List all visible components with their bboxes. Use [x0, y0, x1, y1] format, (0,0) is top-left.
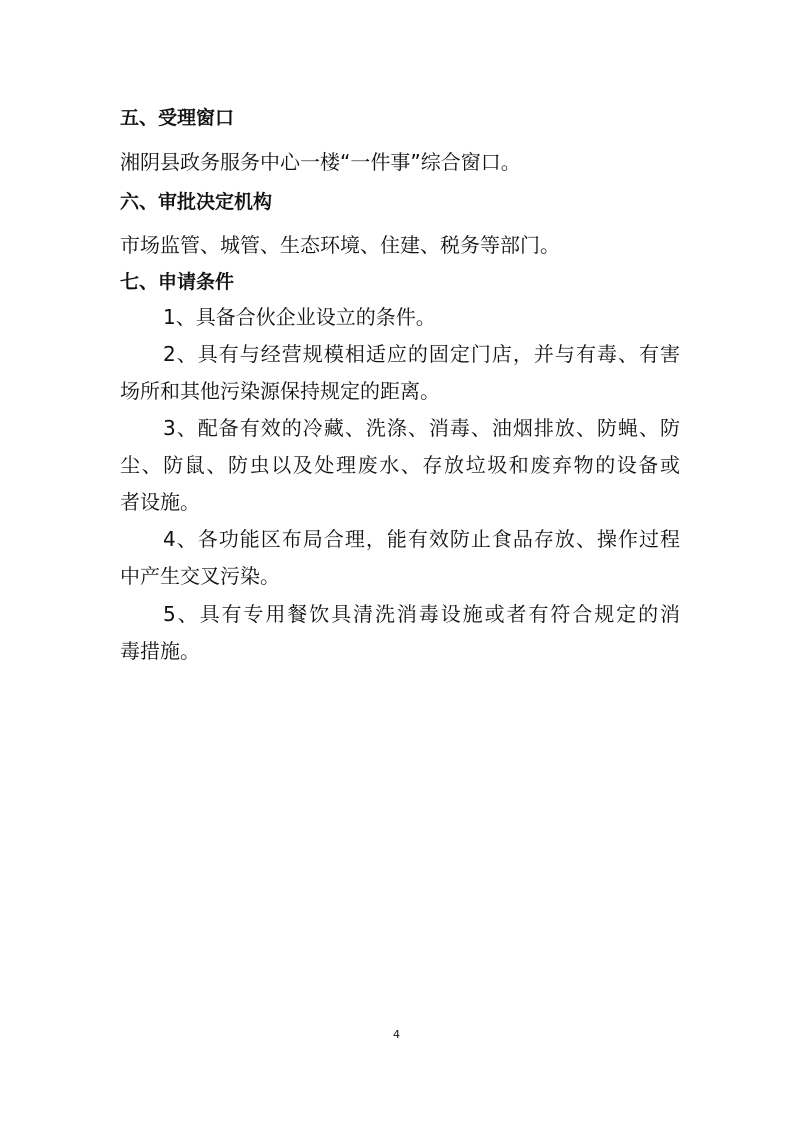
condition-5-line-2: 毒措施。	[120, 639, 200, 663]
condition-3-line-3: 者设施。	[120, 490, 200, 514]
condition-2-line-2: 场所和其他污染源保持规定的距离。	[120, 379, 440, 403]
section-6-heading: 六、审批决定机构	[120, 191, 273, 213]
condition-5-line-1: 5、具有专用餐饮具清洗消毒设施或者有符合规定的消	[163, 602, 680, 626]
section-5-heading: 五、受理窗口	[120, 107, 235, 129]
condition-2-line-1: 2、具有与经营规模相适应的固定门店，并与有毒、有害	[163, 342, 680, 366]
section-7-heading: 七、申请条件	[120, 271, 235, 293]
page-number: 4	[393, 1028, 400, 1041]
condition-4-line-2: 中产生交叉污染。	[120, 564, 280, 588]
condition-3-line-2: 尘、防鼠、防虫以及处理废水、存放垃圾和废弃物的设备或	[120, 453, 680, 477]
condition-1-line-1: 1、具备合伙企业设立的条件。	[163, 305, 436, 329]
condition-3-line-1: 3、配备有效的冷藏、洗涤、消毒、油烟排放、防蝇、防	[163, 416, 680, 440]
section-6-body: 市场监管、城管、生态环境、住建、税务等部门。	[120, 233, 560, 257]
section-5-body: 湘阴县政务服务中心一楼“一件事”综合窗口。	[120, 150, 521, 174]
condition-4-line-1: 4、各功能区布局合理，能有效防止食品存放、操作过程	[163, 527, 680, 551]
